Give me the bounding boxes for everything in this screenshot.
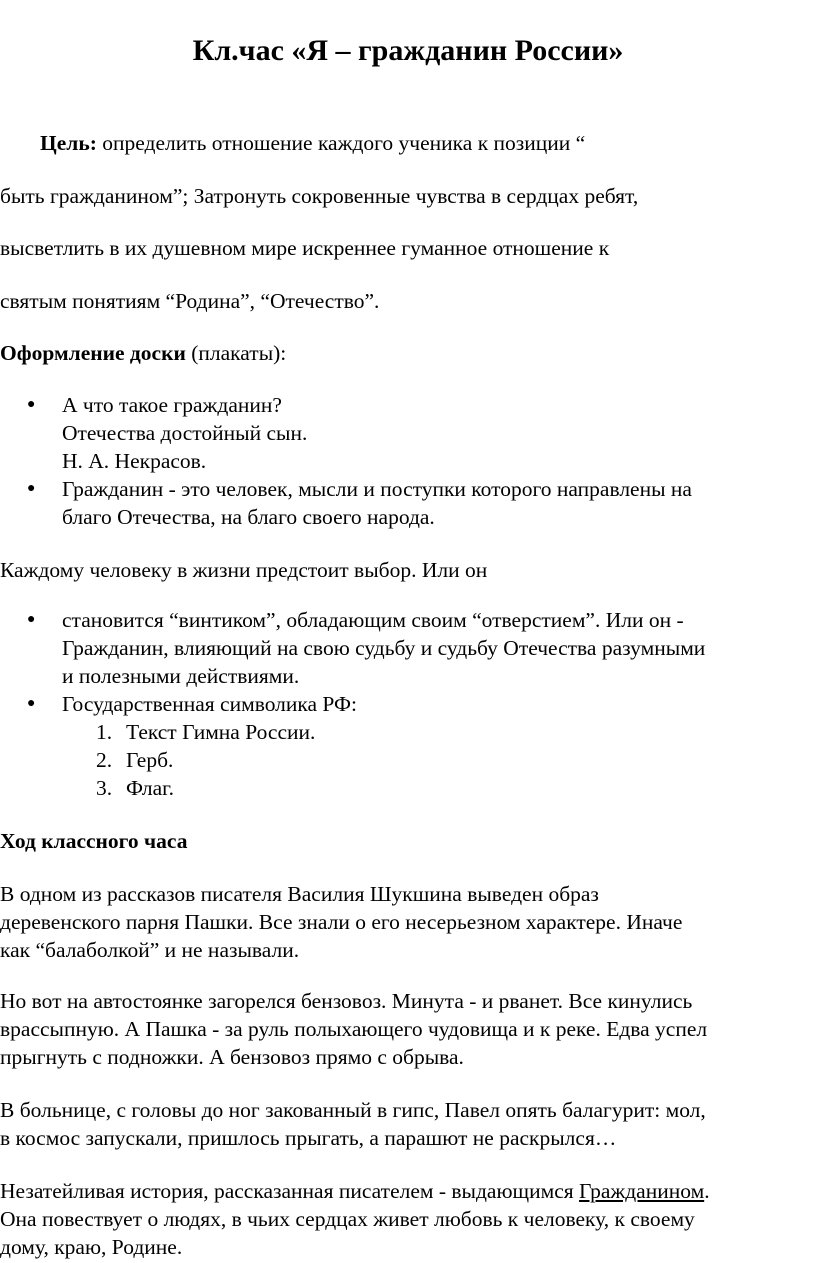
citizen-link[interactable]: Гражданином xyxy=(579,1179,705,1203)
list-number: 3. xyxy=(96,776,113,800)
lesson-p4-line-3: дому, краю, Родине. xyxy=(0,1235,183,1259)
lesson-p2-line-2: врассыпную. А Пашка - за руль полыхающего чудовища и к реке. Едва успел xyxy=(0,1017,708,1041)
lesson-p1-line-3: как “балаболкой” и не называли. xyxy=(0,938,300,962)
choice-bullet-1-line-1: становится “винтиком”, обладающим своим “отверстием”. Или он - xyxy=(62,608,684,632)
lesson-p3-line-2: в космос запускали, пришлось прыгать, а парашют не раскрылся… xyxy=(0,1126,617,1150)
lesson-p3-line-1: В больнице, с головы до ног закованный в гипс, Павел опять балагурит: мол, xyxy=(0,1098,706,1122)
goal-label: Цель: xyxy=(40,131,97,155)
lesson-p4-start: Незатейливая история, рассказанная писателем - выдающимся xyxy=(0,1179,580,1203)
page-title: Кл.час «Я – гражданин России» xyxy=(192,34,624,67)
lesson-heading xyxy=(0,826,187,856)
goal-line-1 xyxy=(40,128,585,158)
bullet-marker: ● xyxy=(27,696,36,711)
bullet-marker: ● xyxy=(27,397,36,412)
lesson-p4-line-1 xyxy=(0,1176,710,1206)
goal-line-3: высветлить в их душевном мире искреннее гуманное отношение к xyxy=(0,236,610,260)
lesson-p1-line-1: В одном из рассказов писателя Василия Шукшина выведен образ xyxy=(0,882,599,906)
board-bullet-2-line-2: благо Отечества, на благо своего народа. xyxy=(62,505,435,529)
board-bullet-2-line-1: Гражданин - это человек, мысли и поступки которого направлены на xyxy=(62,477,692,501)
lesson-p2-line-1: Но вот на автостоянке загорелся бензовоз. Минута - и рванет. Все кинулись xyxy=(0,989,693,1013)
choice-bullet-1-line-3: и полезными действиями. xyxy=(62,664,300,688)
board-bullet-1-line-2: Отечества достойный сын. xyxy=(62,421,308,445)
goal-line-4: святым понятиям “Родина”, “Отечество”. xyxy=(0,289,380,313)
lesson-p1-line-2: деревенского парня Пашки. Все знали о его несерьезном характере. Иначе xyxy=(0,910,683,934)
lesson-p4-end: . xyxy=(704,1179,710,1203)
goal-text-1: определить отношение каждого ученика к позиции “ xyxy=(96,131,586,155)
board-bullet-1-line-1: А что такое гражданин? xyxy=(62,393,282,417)
lesson-p2-line-3: прыгнуть с подножки. А бензовоз прямо с обрыва. xyxy=(0,1045,464,1069)
lesson-heading-text: Ход классного часа xyxy=(0,829,188,853)
bullet-marker: ● xyxy=(27,612,36,627)
choice-intro: Каждому человеку в жизни предстоит выбор. Или он xyxy=(0,558,488,582)
lesson-p4-line-2: Она повествует о людях, в чьих сердцах живет любовь к человеку, к своему xyxy=(0,1207,695,1231)
board-label: Оформление доски xyxy=(0,341,186,365)
list-number: 1. xyxy=(96,720,113,744)
board-label-rest: (плакаты): xyxy=(185,341,287,365)
bullet-marker: ● xyxy=(27,481,36,496)
choice-bullet-2-line-1: Государственная символика РФ: xyxy=(62,692,357,716)
numbered-item-2: Герб. xyxy=(126,748,174,772)
choice-bullet-1-line-2: Гражданин, влияющий на свою судьбу и судьбу Отечества разумными xyxy=(62,636,706,660)
numbered-item-1: Текст Гимна России. xyxy=(126,720,316,744)
board-heading xyxy=(0,338,286,368)
list-number: 2. xyxy=(96,748,113,772)
goal-line-2: быть гражданином”; Затронуть сокровенные чувства в сердцах ребят, xyxy=(0,184,639,208)
board-bullet-1-line-3: Н. А. Некрасов. xyxy=(62,449,207,473)
numbered-item-3: Флаг. xyxy=(126,776,174,800)
